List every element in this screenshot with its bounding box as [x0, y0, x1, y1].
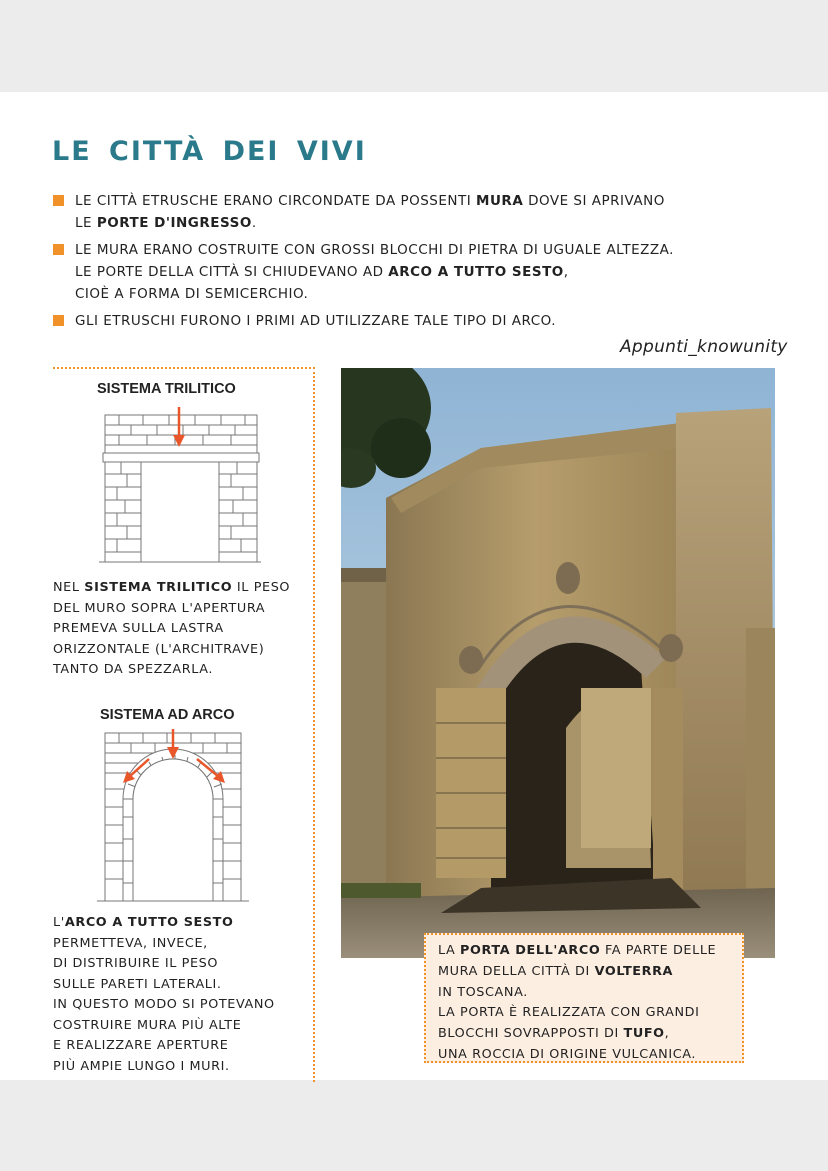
arco-caption: L'ARCO A TUTTO SESTO PERMETTEVA, INVECE, DI DISTRIBUIRE IL PESO SULLE PARETI LATERALI. IN QUESTO MODO SI POTEVANO COSTRUIRE MURA PIÙ ALTE E REALIZZARE APERTURE PIÙ AMPIE LUNGO I MURI.	[53, 915, 275, 1074]
bullet-list	[53, 190, 773, 337]
bullet-square-icon	[53, 315, 64, 326]
page	[0, 92, 828, 1080]
bullet-item: LE MURA ERANO COSTRUITE CON GROSSI BLOCCHI DI PIETRA DI UGUALE ALTEZZA. LE PORTE DELLA CITTÀ SI CHIUDEVANO AD ARCO A TUTTO SESTO, CIOÈ A FORMA DI SEMICERCHIO.	[53, 239, 773, 305]
trilitico-diagram	[99, 407, 261, 567]
bullet-square-icon	[53, 244, 64, 255]
diagrams-panel	[53, 367, 315, 1082]
bullet-square-icon	[53, 195, 64, 206]
signature: Appunti_knowunity	[620, 337, 788, 357]
arco-diagram	[97, 729, 249, 905]
porta-dell-arco-photo	[341, 368, 775, 958]
page-title: LE CITTÀ DEI VIVI	[52, 136, 367, 167]
bullet-item: GLI ETRUSCHI FURONO I PRIMI AD UTILIZZARE TALE TIPO DI ARCO.	[53, 310, 773, 332]
trilitico-title: SISTEMA TRILITICO	[97, 381, 236, 397]
bullet-item: LE CITTÀ ETRUSCHE ERANO CIRCONDATE DA POSSENTI MURA DOVE SI APRIVANO LE PORTE D'INGRESSO.	[53, 190, 773, 234]
arco-title: SISTEMA AD ARCO	[100, 707, 235, 723]
trilitico-caption: NEL SISTEMA TRILITICO IL PESO DEL MURO SOPRA L'APERTURA PREMEVA SULLA LASTRA ORIZZONTALE (L'ARCHITRAVE) TANTO DA SPEZZARLA.	[53, 580, 291, 677]
photo-caption: LA PORTA DELL'ARCO FA PARTE DELLE MURA DELLA CITTÀ DI VOLTERRA IN TOSCANA. LA PORTA È REALIZZATA CON GRANDI BLOCCHI SOVRAPPOSTI DI TUFO, UNA ROCCIA DI ORIGINE VULCANICA.	[424, 933, 744, 1063]
